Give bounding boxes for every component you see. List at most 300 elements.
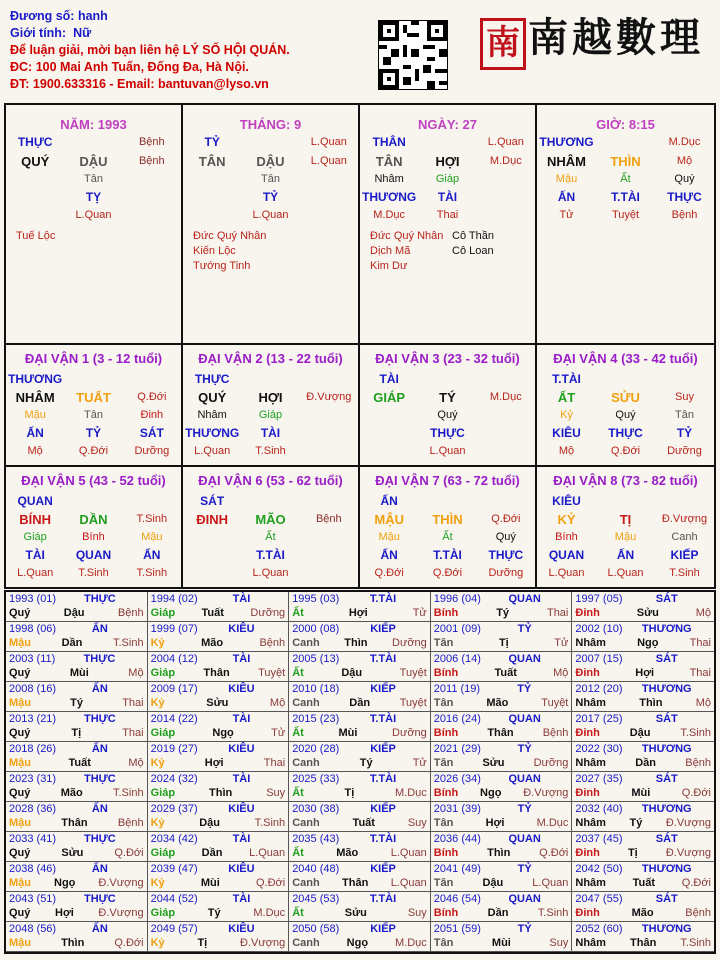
year-label: 2004 (12): [150, 653, 198, 665]
pillar-3: [537, 105, 714, 343]
year-head: [575, 833, 711, 847]
year-head: [151, 923, 286, 937]
year-label: 2031 (39): [433, 803, 481, 815]
year-stem: Tân: [433, 697, 454, 709]
year-stage: Thai: [689, 667, 711, 679]
year-cell: [431, 652, 573, 682]
year-cell: [6, 862, 148, 892]
year-cell: [6, 742, 148, 772]
year-stem: Mậu: [9, 937, 31, 949]
year-body: [575, 667, 711, 681]
year-stem: Quý: [9, 727, 31, 739]
year-stage: T.Sinh: [680, 937, 711, 949]
year-body: [292, 877, 427, 891]
year-stem: Kỷ: [150, 937, 165, 949]
dai-van-2: [183, 345, 360, 465]
pillar-cell: Đinh: [140, 409, 164, 421]
year-label: 2012 (20): [575, 683, 623, 695]
year-head: [151, 773, 286, 787]
year-head: [9, 923, 144, 937]
year-label: 2047 (55): [575, 893, 623, 905]
year-body: [434, 697, 569, 711]
pillar-cell: Giáp: [23, 531, 47, 543]
year-branch: Mão: [631, 907, 654, 919]
pillar-cell: Mộ: [27, 445, 43, 457]
year-cell: [6, 652, 148, 682]
dai-van-god-row: [183, 370, 358, 388]
year-label: 2011 (19): [433, 683, 481, 695]
pillar-cell: T.Sinh: [136, 513, 168, 525]
pillar-cell: L.Quan: [607, 567, 644, 579]
pillar-cell: TÂN: [375, 153, 403, 169]
name-value: hanh: [77, 9, 108, 23]
pillar-cell: DẦN: [79, 511, 108, 527]
dai-van-6: [183, 467, 360, 587]
year-stage: Mộ: [553, 667, 569, 679]
year-stem: Bính: [433, 847, 459, 859]
year-god: SÁT: [655, 833, 678, 845]
year-stem: Giáp: [150, 667, 176, 679]
dai-van-god-row: [6, 492, 181, 510]
year-label: 2039 (47): [150, 863, 198, 875]
year-branch: Thân: [342, 877, 369, 889]
extra-star: Kim Dư: [370, 260, 408, 272]
year-stem: Quý: [9, 907, 31, 919]
year-label: 2013 (21): [9, 713, 57, 725]
year-god: TỶ: [517, 803, 532, 815]
year-stem: Quý: [9, 787, 31, 799]
year-cell: [6, 802, 148, 832]
year-god: QUAN: [508, 773, 541, 785]
pillar-row: [537, 152, 714, 170]
year-god: KIÊU: [228, 923, 255, 935]
year-stage: Q.Đới: [255, 877, 286, 889]
year-stage: M.Dục: [253, 907, 286, 919]
year-stem: Đinh: [575, 907, 600, 919]
year-branch: Mùi: [338, 727, 358, 739]
year-stem: Nhâm: [575, 757, 606, 769]
year-label: 2032 (40): [575, 803, 623, 815]
year-body: [575, 697, 711, 711]
year-label: 2050 (58): [292, 923, 340, 935]
year-stage: Bệnh: [259, 637, 286, 649]
year-head: [434, 923, 569, 937]
year-label: 2017 (25): [575, 713, 623, 725]
year-branch: Mùi: [200, 877, 220, 889]
pillar-cell: Q.Đới: [491, 513, 521, 525]
pillar-cell: Quý: [437, 409, 458, 421]
year-body: [292, 697, 427, 711]
year-god: TỶ: [517, 863, 532, 875]
pillar-cell: L.Quan: [252, 567, 289, 579]
year-stem: Kỷ: [150, 637, 165, 649]
pillar-cell: L.Quan: [17, 567, 54, 579]
year-cell: [148, 832, 290, 862]
year-stem: Ất: [292, 667, 304, 679]
year-label: 2024 (32): [150, 773, 198, 785]
extra-star: Cô Thần: [452, 230, 494, 242]
dai-van-god-row: [537, 370, 714, 388]
year-body: [292, 637, 427, 651]
year-branch: Tuất: [68, 757, 91, 769]
pillar-cell: SỬU: [611, 389, 640, 405]
year-stage: T.Sinh: [113, 637, 144, 649]
year-cell: [6, 922, 148, 952]
pillar-cell: THƯƠNG: [362, 190, 417, 204]
year-branch: Ngọ: [637, 637, 659, 649]
year-stem: Ất: [292, 907, 304, 919]
year-branch: Tý: [207, 907, 221, 919]
year-branch: Thìn: [344, 637, 368, 649]
year-head: [9, 893, 144, 907]
pillar-cell: Bệnh: [138, 155, 165, 167]
year-stage: Q.Đới: [114, 847, 144, 859]
pillar-0: [6, 105, 183, 343]
year-head: [434, 683, 569, 697]
dai-van-row-1: [6, 343, 714, 465]
pillar-cell: THỰC: [608, 426, 643, 440]
dai-van-god: ẤN: [380, 494, 398, 508]
year-stage: Tuyệt: [541, 697, 569, 709]
pillar-cell: KIÊU: [552, 426, 581, 440]
year-label: 2034 (42): [150, 833, 198, 845]
pillar-cell: THỰC: [430, 426, 465, 440]
year-body: [575, 727, 711, 741]
pillar-cell: BÍNH: [19, 511, 52, 527]
pillar-cell: ĐINH: [196, 511, 229, 527]
dai-van-1: [6, 345, 183, 465]
year-cell: [431, 622, 573, 652]
year-stem: Kỷ: [150, 817, 165, 829]
year-stage: Đ.Vượng: [98, 877, 144, 889]
year-label: 2044 (52): [150, 893, 198, 905]
year-god: TÀI: [232, 653, 251, 665]
year-cell: [148, 802, 290, 832]
pillar-cell: M.Dục: [489, 155, 522, 167]
pillar-cell: Q.Đới: [432, 567, 463, 579]
year-body: [151, 697, 286, 711]
year-body: [9, 817, 144, 831]
year-cell: [148, 922, 290, 952]
year-cell: [431, 892, 573, 922]
year-body: [434, 937, 569, 951]
year-cell: [289, 652, 431, 682]
pillar-cell: T.Sinh: [669, 567, 700, 579]
year-branch: Tuất: [494, 667, 517, 679]
extra-star: Đức Quý Nhân: [193, 230, 267, 242]
year-body: [292, 607, 427, 621]
pillar-cell: HỢI: [258, 389, 283, 405]
year-branch: Tý: [629, 817, 643, 829]
year-branch: Thân: [61, 817, 88, 829]
year-god: ẤN: [91, 683, 108, 695]
year-label: 2033 (41): [9, 833, 57, 845]
pillar-cell: T.TÀI: [256, 548, 285, 562]
year-branch: Hợi: [635, 667, 655, 679]
year-stage: Tử: [271, 727, 286, 739]
pillar-cell: TÂN: [198, 153, 226, 169]
year-branch: Sửu: [344, 907, 367, 919]
year-head: [575, 743, 711, 757]
year-cell: [431, 592, 573, 622]
pillar-cell: L.Quan: [75, 209, 112, 221]
year-branch: Tị: [344, 787, 355, 799]
year-stage: Q.Đới: [114, 937, 144, 949]
year-cell: [431, 922, 573, 952]
year-god: THỰC: [83, 713, 116, 725]
year-cell: [148, 652, 290, 682]
pillar-cell: Ất: [442, 531, 453, 543]
pillar-cell: L.Quan: [548, 567, 585, 579]
year-head: [9, 713, 144, 727]
dai-van-god-row: [6, 370, 181, 388]
pillar-cell: Đ.Vượng: [661, 513, 708, 525]
pillar-row: [537, 388, 714, 406]
year-stem: Quý: [9, 847, 31, 859]
year-cell: [289, 922, 431, 952]
year-stem: Quý: [9, 667, 31, 679]
year-stage: M.Dục: [395, 787, 427, 799]
pillar-row: [183, 406, 358, 424]
year-label: 2027 (35): [575, 773, 623, 785]
year-branch: Dần: [61, 637, 83, 649]
year-branch: Dậu: [199, 817, 221, 829]
year-branch: Mão: [486, 697, 509, 709]
year-label: 2052 (60): [575, 923, 623, 935]
dai-van-god: SÁT: [200, 494, 225, 508]
year-head: [151, 803, 286, 817]
pillar-row: [183, 188, 358, 206]
year-stem: Canh: [292, 637, 320, 649]
year-head: [575, 713, 711, 727]
year-stem: Mậu: [9, 877, 31, 889]
pillar-row: [183, 442, 358, 460]
pillar-cell: Mậu: [24, 409, 46, 421]
year-body: [292, 667, 427, 681]
year-god: KIẾP: [370, 683, 396, 695]
year-stem: Tân: [433, 877, 454, 889]
year-cell: [148, 862, 290, 892]
year-stage: T.Sinh: [537, 907, 569, 919]
year-branch: Mão: [336, 847, 359, 859]
pillar-cell: Bính: [82, 531, 105, 543]
dai-van-god: THỰC: [194, 372, 230, 386]
pillar-row: [6, 132, 181, 152]
year-stage: Mộ: [695, 607, 711, 619]
year-branch: Sửu: [61, 847, 84, 859]
year-stage: Đ.Vượng: [240, 937, 286, 949]
pillar-row: [537, 206, 714, 224]
pillar-row: [360, 152, 535, 170]
year-body: [9, 607, 144, 621]
pillar-cell: NHÂM: [15, 389, 55, 405]
year-branch: Tuất: [201, 607, 224, 619]
year-branch: Sửu: [482, 757, 505, 769]
year-label: 2035 (43): [292, 833, 340, 845]
year-stage: Q.Đới: [681, 877, 711, 889]
year-branch: Mùi: [491, 937, 511, 949]
year-stage: T.Sinh: [113, 787, 144, 799]
year-cell: [148, 622, 290, 652]
pillar-cell: TỶ: [262, 190, 279, 204]
pillar-cell: MÃO: [255, 511, 286, 527]
pillar-row: [537, 528, 714, 546]
pillar-cell: MẬU: [374, 511, 404, 527]
year-cell: [572, 742, 714, 772]
pillar-cell: ẤN: [380, 548, 398, 562]
pillar-cell: Quý: [495, 531, 516, 543]
pillar-row: [183, 132, 358, 152]
year-head: [292, 833, 427, 847]
year-stem: Quý: [9, 607, 31, 619]
year-head: [292, 893, 427, 907]
year-body: [9, 877, 144, 891]
year-cell: [289, 622, 431, 652]
pillar-cell: TỶ: [676, 426, 693, 440]
gender-label: Giới tính:: [10, 26, 67, 40]
pillar-cell: TỊ: [619, 511, 632, 527]
dai-van-title: ĐẠI VẬN 2 (13 - 22 tuổi): [198, 351, 343, 366]
year-branch: Thìn: [61, 937, 85, 949]
year-body: [151, 757, 286, 771]
pillar-row: [183, 170, 358, 188]
year-branch: Mùi: [69, 667, 89, 679]
year-god: ẤN: [91, 803, 108, 815]
year-stem: Mậu: [9, 637, 31, 649]
gender-value: Nữ: [73, 26, 92, 40]
dai-van-title: ĐẠI VẬN 7 (63 - 72 tuổi): [375, 473, 520, 488]
year-head: [575, 803, 711, 817]
pillar-row: [360, 510, 535, 528]
year-god: KIẾP: [370, 623, 396, 635]
year-cell: [289, 802, 431, 832]
contact-line-3[interactable]: ĐT: 1900.633316 - Email: bantuvan@lyso.vn: [10, 77, 269, 91]
year-branch: Hợi: [204, 757, 224, 769]
year-god: TÀI: [232, 893, 251, 905]
year-branch: Tý: [359, 757, 373, 769]
dai-van-god: THƯƠNG: [8, 372, 63, 386]
year-god: ẤN: [91, 623, 108, 635]
year-branch: Dần: [487, 907, 509, 919]
year-branch: Tị: [71, 727, 82, 739]
year-god: ẤN: [91, 923, 108, 935]
pillar-cell: T.Sinh: [136, 567, 168, 579]
year-god: TỶ: [517, 623, 532, 635]
pillar-cell: Mậu: [555, 173, 578, 185]
year-head: [434, 803, 569, 817]
year-label: 2022 (30): [575, 743, 623, 755]
year-stage: Q.Đới: [681, 787, 711, 799]
pillar-row: [537, 406, 714, 424]
year-god: THƯƠNG: [641, 743, 692, 755]
year-body: [292, 757, 427, 771]
year-stage: Bệnh: [117, 607, 144, 619]
year-cell: [572, 862, 714, 892]
pillar-row: [6, 564, 181, 582]
year-body: [575, 607, 711, 621]
pillar-row: [183, 546, 358, 564]
pillar-row: [6, 206, 181, 224]
year-stage: L.Quan: [390, 877, 427, 889]
year-head: [292, 803, 427, 817]
qr-code-icon: [378, 20, 448, 90]
year-cell: [572, 922, 714, 952]
year-branch: Dần: [201, 847, 223, 859]
pillar-cell: Bệnh: [138, 136, 165, 148]
year-god: T.TÀI: [369, 893, 397, 905]
year-label: 1998 (06): [9, 623, 57, 635]
pillar-cell: KỶ: [557, 511, 576, 527]
pillar-row: [6, 546, 181, 564]
year-head: [9, 743, 144, 757]
year-stage: L.Quan: [390, 847, 427, 859]
year-stem: Giáp: [150, 847, 176, 859]
year-branch: Mão: [201, 637, 224, 649]
year-body: [151, 877, 286, 891]
pillar-cell: ẤT: [557, 389, 576, 405]
year-cell: [572, 682, 714, 712]
year-god: KIẾP: [370, 743, 396, 755]
pillar-cell: Bệnh: [315, 513, 342, 525]
pillar-row: [537, 442, 714, 460]
pillar-cell: QUÝ: [21, 153, 50, 169]
year-cell: [572, 712, 714, 742]
year-cell: [572, 892, 714, 922]
year-god: KIÊU: [228, 803, 255, 815]
pillar-cell: ẤN: [616, 548, 635, 562]
pillar-cell: T.Sinh: [78, 567, 109, 579]
pillar-cell: QUAN: [548, 548, 585, 562]
year-cell: [148, 712, 290, 742]
year-cell: [289, 892, 431, 922]
pillar-cell: THÌN: [610, 153, 641, 169]
pillar-row: [360, 424, 535, 442]
contact-line-1: Để luận giải, mời bạn liên hệ LÝ SỐ HỘI QUÁN.: [10, 43, 290, 57]
dai-van-8: [537, 467, 714, 587]
year-cell: [572, 772, 714, 802]
year-god: T.TÀI: [369, 653, 397, 665]
year-stem: Ất: [292, 847, 304, 859]
year-body: [434, 727, 569, 741]
year-cell: [148, 772, 290, 802]
year-god: THỰC: [83, 893, 116, 905]
year-branch: Thìn: [209, 787, 233, 799]
extra-star: Kiến Lộc: [193, 245, 236, 257]
pillar-cell: TÀI: [260, 426, 281, 440]
year-god: THƯƠNG: [641, 683, 692, 695]
year-god: QUAN: [508, 833, 541, 845]
year-label: 2042 (50): [575, 863, 623, 875]
year-branch: Tý: [496, 607, 510, 619]
pillar-cell: T.TÀI: [611, 190, 640, 204]
year-god: KIÊU: [228, 623, 255, 635]
pillar-cell: DẬU: [79, 153, 108, 169]
year-cell: [289, 862, 431, 892]
year-cell: [148, 742, 290, 772]
year-god: SÁT: [655, 773, 678, 785]
year-stage: Suy: [407, 817, 427, 829]
year-god: TÀI: [232, 713, 251, 725]
year-head: [151, 893, 286, 907]
pillar-row: [360, 388, 535, 406]
year-stem: Bính: [433, 907, 459, 919]
pillar-cell: M.Dục: [668, 136, 701, 148]
year-head: [9, 863, 144, 877]
year-body: [434, 847, 569, 861]
year-label: 2028 (36): [9, 803, 57, 815]
pillar-cell: Thai: [436, 209, 459, 221]
year-god: KIẾP: [370, 863, 396, 875]
